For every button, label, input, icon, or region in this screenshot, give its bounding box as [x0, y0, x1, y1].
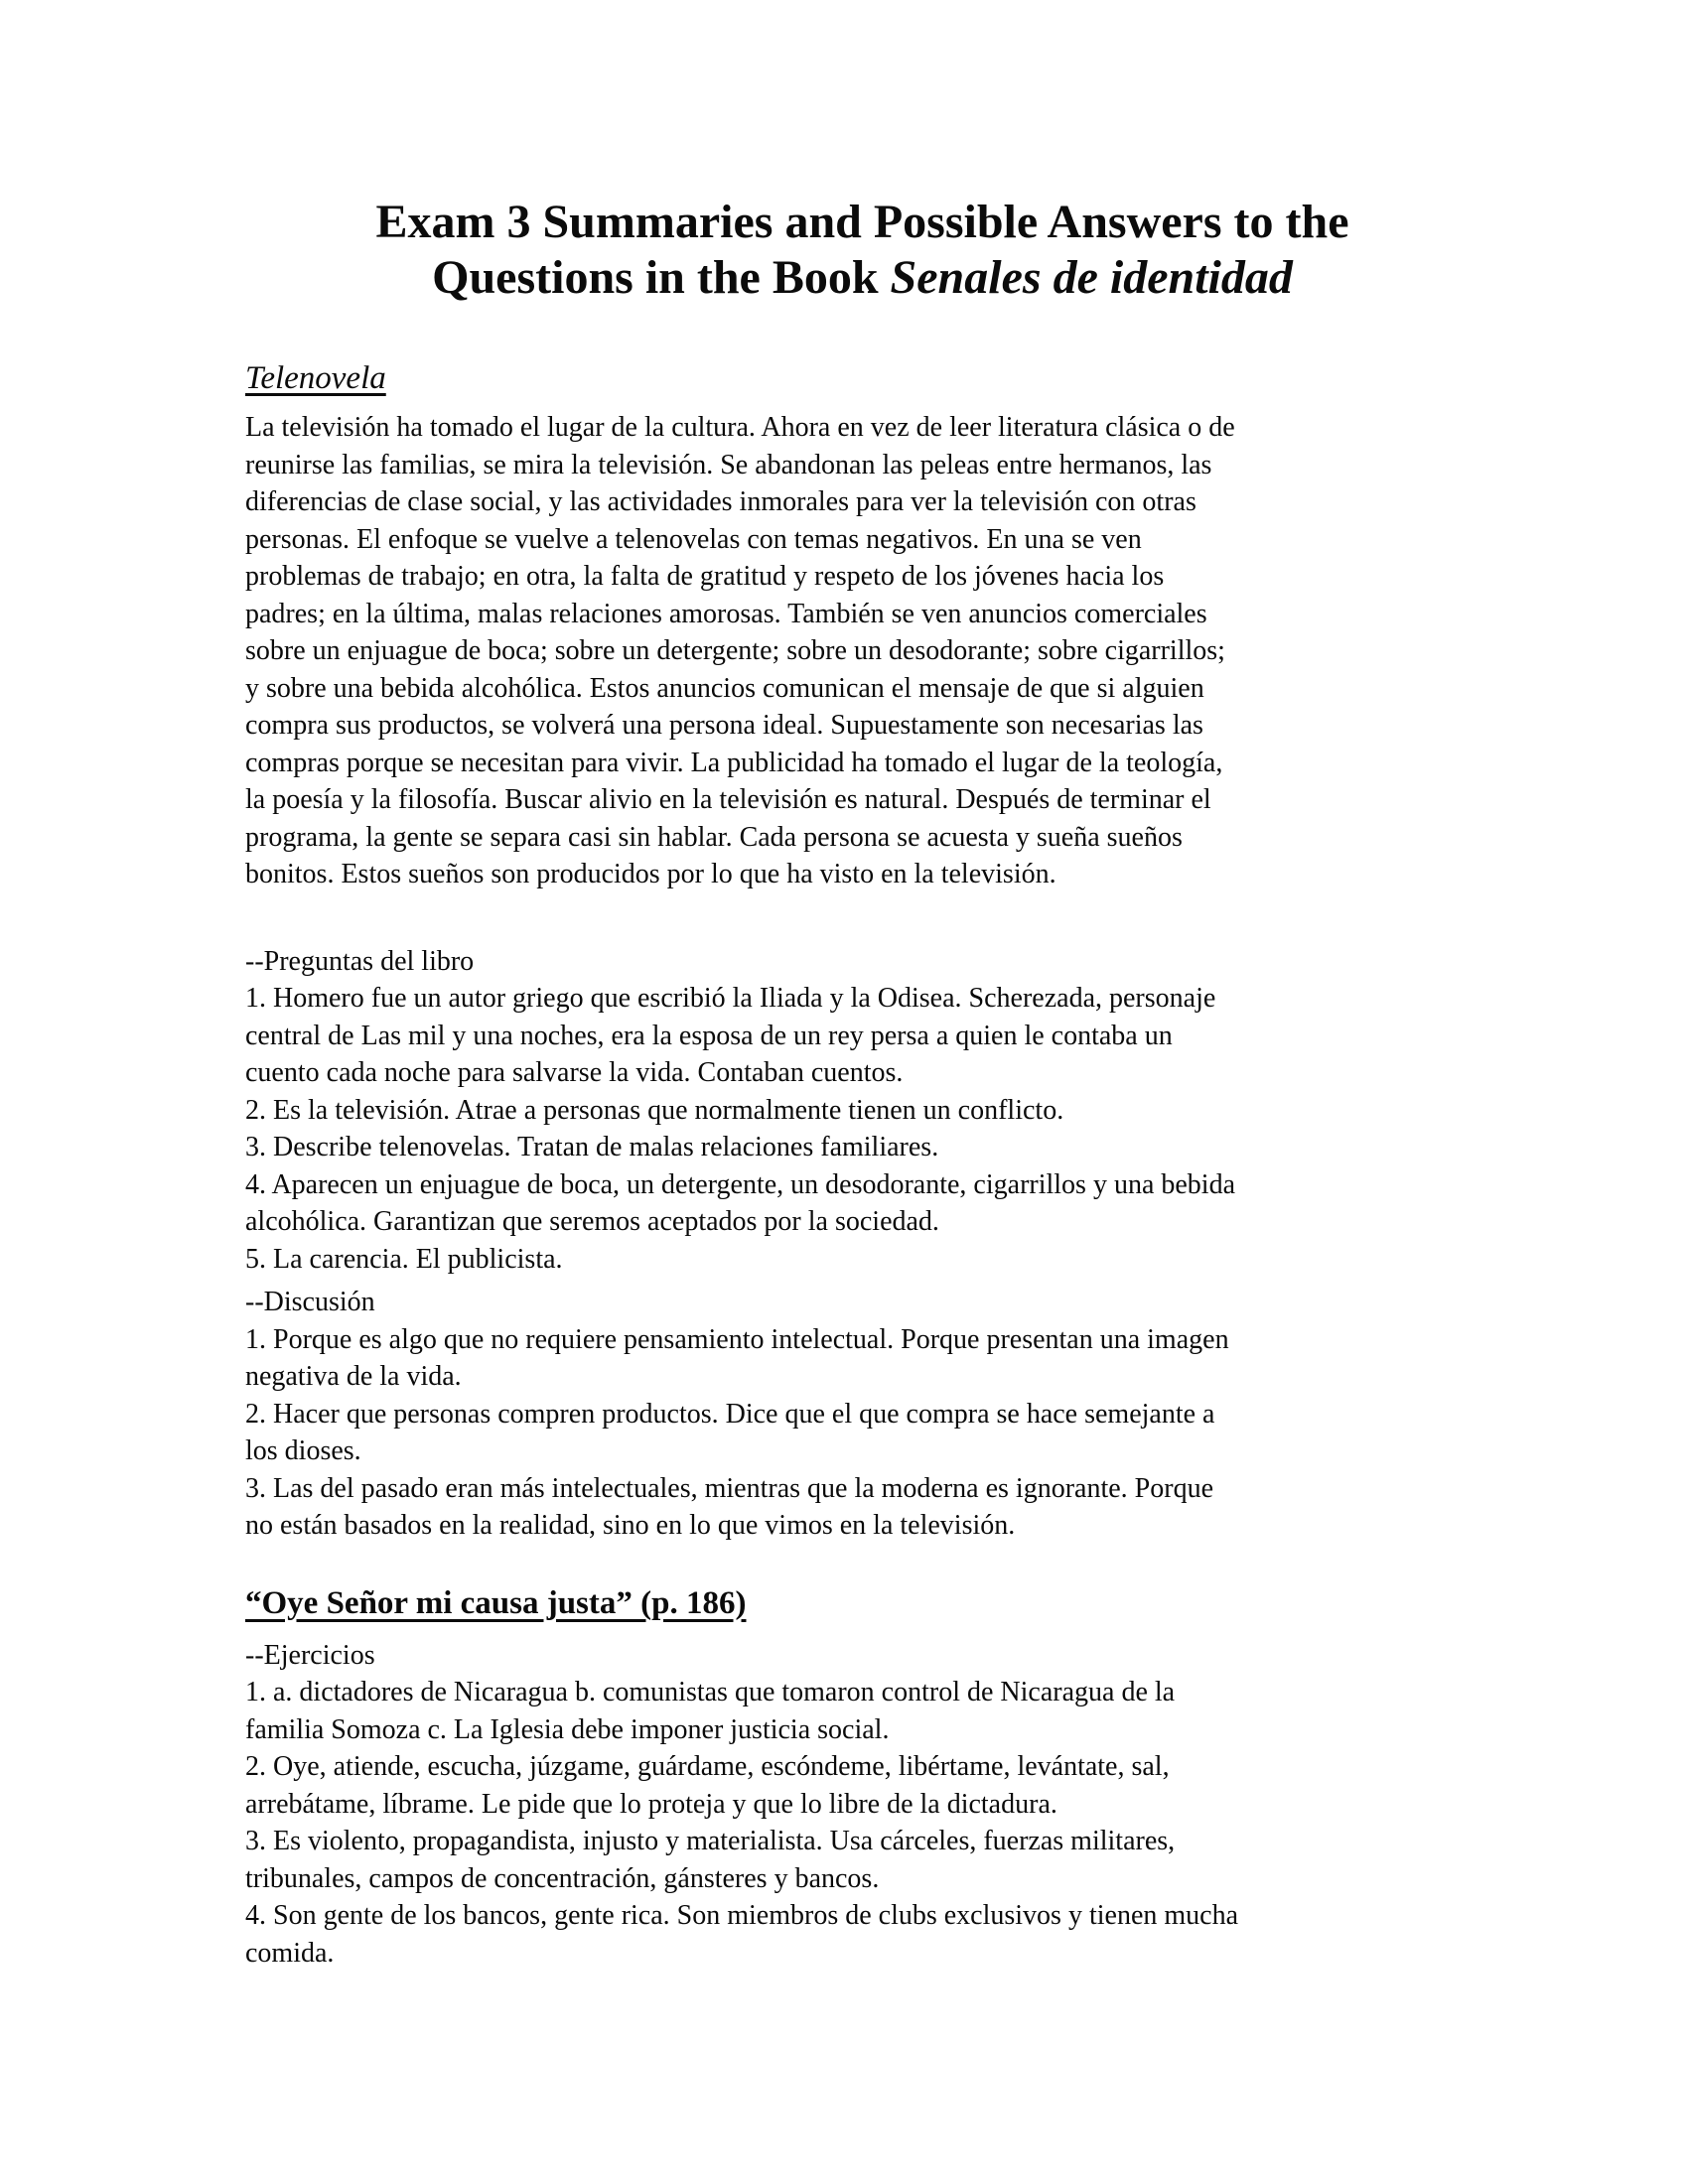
- book-title: Senales de identidad: [890, 251, 1293, 304]
- discusion-answer-1: 1. Porque es algo que no requiere pensamiento intelectual. Porque presentan una imagen negativa de la vida.: [245, 1323, 1229, 1392]
- telenovela-summary-paragraph: La televisión ha tomado el lugar de la cultura. Ahora en vez de leer literatura clásica o de reunirse las familias, se mira la televisión. Se abandonan las peleas entre hermanos, las diferencias de clase social, y las actividades inmorales para ver la televisión con otras personas. El enfoque se vuelve a telenovelas con temas negativos. En una se ven problemas de trabajo; en otra, la falta de gratitud y respeto de los jóvenes hacia los padres; en la última, malas relaciones amorosas. También se ven anuncios comerciales sobre un enjuague de boca; sobre un detergente; sobre un desodorante; sobre cigarrillos; y sobre una bebida alcohólica. Estos anuncios comunican el mensaje de que si alguien compra sus productos, se volverá una persona ideal. Supuestamente son necesarias las compras porque se necesitan para vivir. La publicidad ha tomado el lugar de la teología, la poesía y la filosofía. Buscar alivio en la televisión es natural. Después de terminar el programa, la gente se separa casi sin hablar. Cada persona se acuesta y sueña sueños bonitos. Estos sueños son producidos por lo que ha visto en la televisión.: [245, 412, 1235, 889]
- pregunta-answer-5: 5. La carencia. El publicista.: [245, 1243, 563, 1275]
- discusion-answer-2: 2. Hacer que personas compren productos. Dice que el que compra se hace semejante a los dioses.: [245, 1398, 1215, 1466]
- pregunta-answer-3: 3. Describe telenovelas. Tratan de malas relaciones familiares.: [245, 1132, 939, 1162]
- document-title-line1: Exam 3 Summaries and Possible Answers to the: [375, 196, 1349, 248]
- section-heading-oye-senor: [245, 1580, 1479, 1626]
- pregunta-answer-4: 4. Aparecen un enjuague de boca, un detergente, un desodorante, cigarrillos y una bebida alcohólica. Garantizan que seremos aceptados por la sociedad.: [245, 1168, 1236, 1237]
- telenovela-heading-text: Telenovela: [245, 360, 386, 396]
- oye-senor-heading-text: “Oye Señor mi causa justa” (p. 186): [245, 1584, 747, 1621]
- ejercicio-answer-4: 4. Son gente de los bancos, gente rica. Son miembros de clubs exclusivos y tienen mucha comida.: [245, 1900, 1239, 1969]
- pregunta-answer-2: 2. Es la televisión. Atrae a personas que normalmente tienen un conflicto.: [245, 1094, 1064, 1126]
- preguntas-del-libro-label: --Preguntas del libro: [245, 945, 475, 977]
- pregunta-answer-1: 1. Homero fue un autor griego que escribió la Iliada y la Odisea. Scherezada, personaje central de Las mil y una noches, era la esposa de un rey persa a quien le contaba un cuento cada noche para salvarse la vida. Contaban cuentos.: [245, 983, 1216, 1088]
- document-title-line2: [245, 250, 1479, 306]
- discusion-answer-3: 3. Las del pasado eran más intelectuales, mientras que la moderna es ignorante. Porque no están basados en la realidad, sino en lo que vimos en la televisión.: [245, 1472, 1213, 1541]
- section-heading-telenovela: [245, 357, 1479, 399]
- document-title-line2-prefix: Questions in the Book: [432, 251, 891, 304]
- ejercicio-answer-1: 1. a. dictadores de Nicaragua b. comunistas que tomaron control de Nicaragua de la familia Somoza c. La Iglesia debe imponer justicia social.: [245, 1677, 1176, 1745]
- document-title: [245, 195, 1479, 306]
- ejercicios-label: --Ejercicios: [245, 1639, 375, 1671]
- ejercicio-answer-3: 3. Es violento, propagandista, injusto y materialista. Usa cárceles, fuerzas militares, tribunales, campos de concentración, gánsteres y bancos.: [245, 1826, 1176, 1894]
- ejercicio-answer-2: 2. Oye, atiende, escucha, júzgame, guárdame, escóndeme, libértame, levántate, sal, arrebátame, líbrame. Le pide que lo proteja y que lo libre de la dictadura.: [245, 1751, 1170, 1820]
- discusion-label: --Discusión: [245, 1287, 375, 1317]
